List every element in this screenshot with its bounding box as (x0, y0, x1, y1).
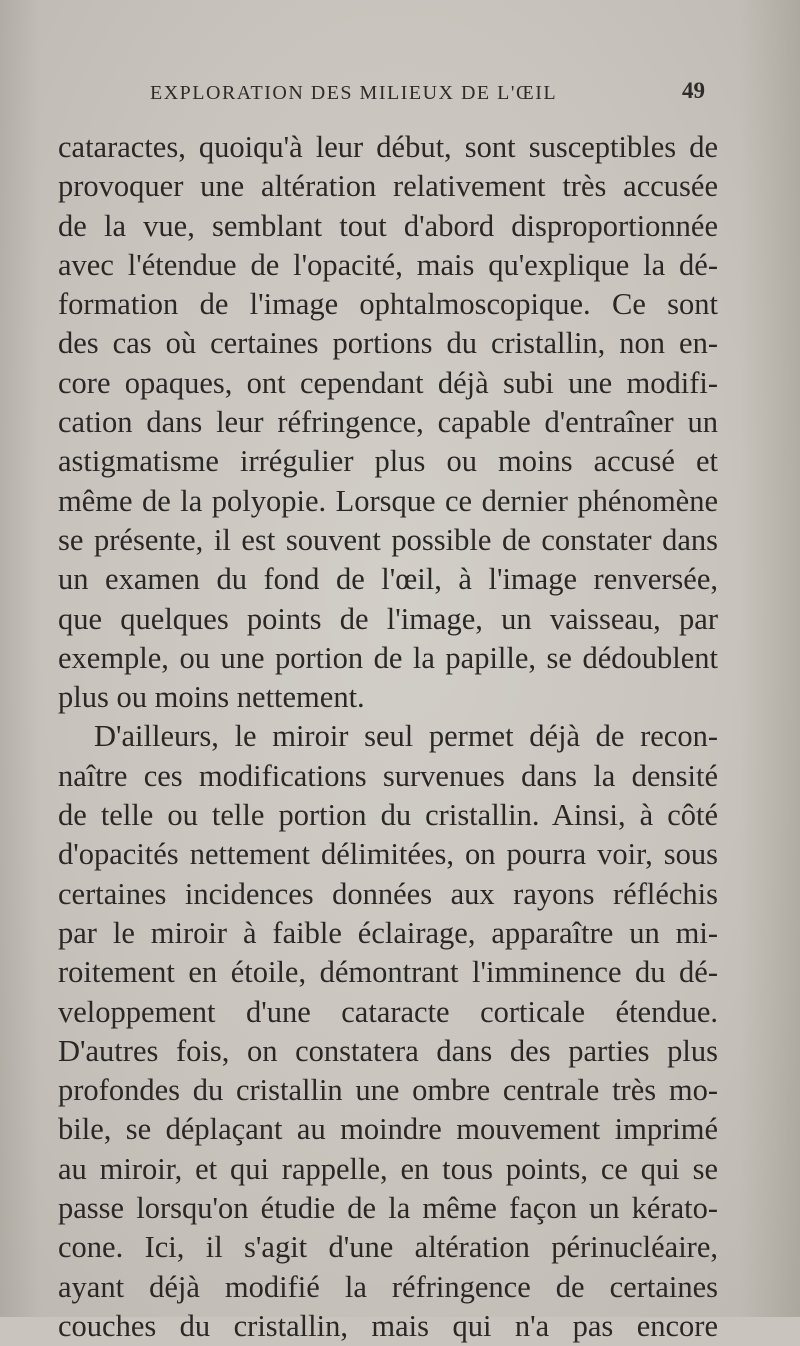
text-line: cone. Ici, il s'agit d'une altération périnucléaire, (58, 1230, 718, 1265)
text-line: core opaques, ont cependant déjà subi une modifi- (58, 365, 718, 400)
text-line: un examen du fond de l'œil, à l'image renversée, (58, 562, 718, 597)
text-line: ayant déjà modifié la réfringence de certaines (58, 1269, 718, 1304)
page-edge-shadow-right (740, 0, 800, 1317)
text-line: des cas où certaines portions du cristallin, non en- (58, 326, 718, 361)
text-line: bile, se déplaçant au moindre mouvement imprimé (58, 1112, 718, 1147)
text-line-paragraph-start: D'ailleurs, le miroir seul permet déjà de recon- (94, 719, 718, 754)
text-line: D'autres fois, on constatera dans des parties plus (58, 1033, 718, 1068)
text-line: de la vue, semblant tout d'abord disproportionnée (58, 208, 718, 243)
text-line: au miroir, et qui rappelle, en tous points, ce qui se (58, 1151, 718, 1186)
page-edge-shadow-left (0, 0, 40, 1317)
text-line: avec l'étendue de l'opacité, mais qu'explique la dé- (58, 247, 718, 282)
text-line: par le miroir à faible éclairage, apparaître un mi- (58, 915, 718, 950)
text-line: d'opacités nettement délimitées, on pourra voir, sous (58, 837, 718, 872)
text-line: provoquer une altération relativement très accusée (58, 169, 718, 204)
page-number: 49 (682, 78, 705, 103)
running-title: EXPLORATION DES MILIEUX DE L'ŒIL (150, 82, 558, 104)
text-line: que quelques points de l'image, un vaisseau, par (58, 601, 718, 636)
text-line: couches du cristallin, mais qui n'a pas encore (58, 1308, 718, 1343)
text-line: roitement en étoile, démontrant l'imminence du dé- (58, 955, 718, 990)
text-line: astigmatisme irrégulier plus ou moins accusé et (58, 444, 718, 479)
text-line: cation dans leur réfringence, capable d'entraîner un (58, 405, 718, 440)
body-text (58, 128, 718, 1346)
text-line: certaines incidences données aux rayons réfléchis (58, 876, 718, 911)
text-line: se présente, il est souvent possible de constater dans (58, 522, 718, 557)
text-line: passe lorsqu'on étudie de la même façon un kérato- (58, 1191, 718, 1226)
text-line: formation de l'image ophtalmoscopique. Ce sont (58, 287, 718, 322)
text-line: profondes du cristallin une ombre centrale très mo- (58, 1073, 718, 1108)
text-line-paragraph-end: plus ou moins nettement. (58, 680, 365, 715)
text-line: même de la polyopie. Lorsque ce dernier phénomène (58, 483, 718, 518)
text-line: cataractes, quoiqu'à leur début, sont susceptibles de (58, 130, 718, 164)
text-line: naître ces modifications survenues dans la densité (58, 758, 718, 793)
text-line: veloppement d'une cataracte corticale étendue. (58, 994, 718, 1029)
text-line: de telle ou telle portion du cristallin. Ainsi, à côté (58, 798, 718, 833)
text-line: exemple, ou une portion de la papille, se dédoublent (58, 640, 718, 675)
